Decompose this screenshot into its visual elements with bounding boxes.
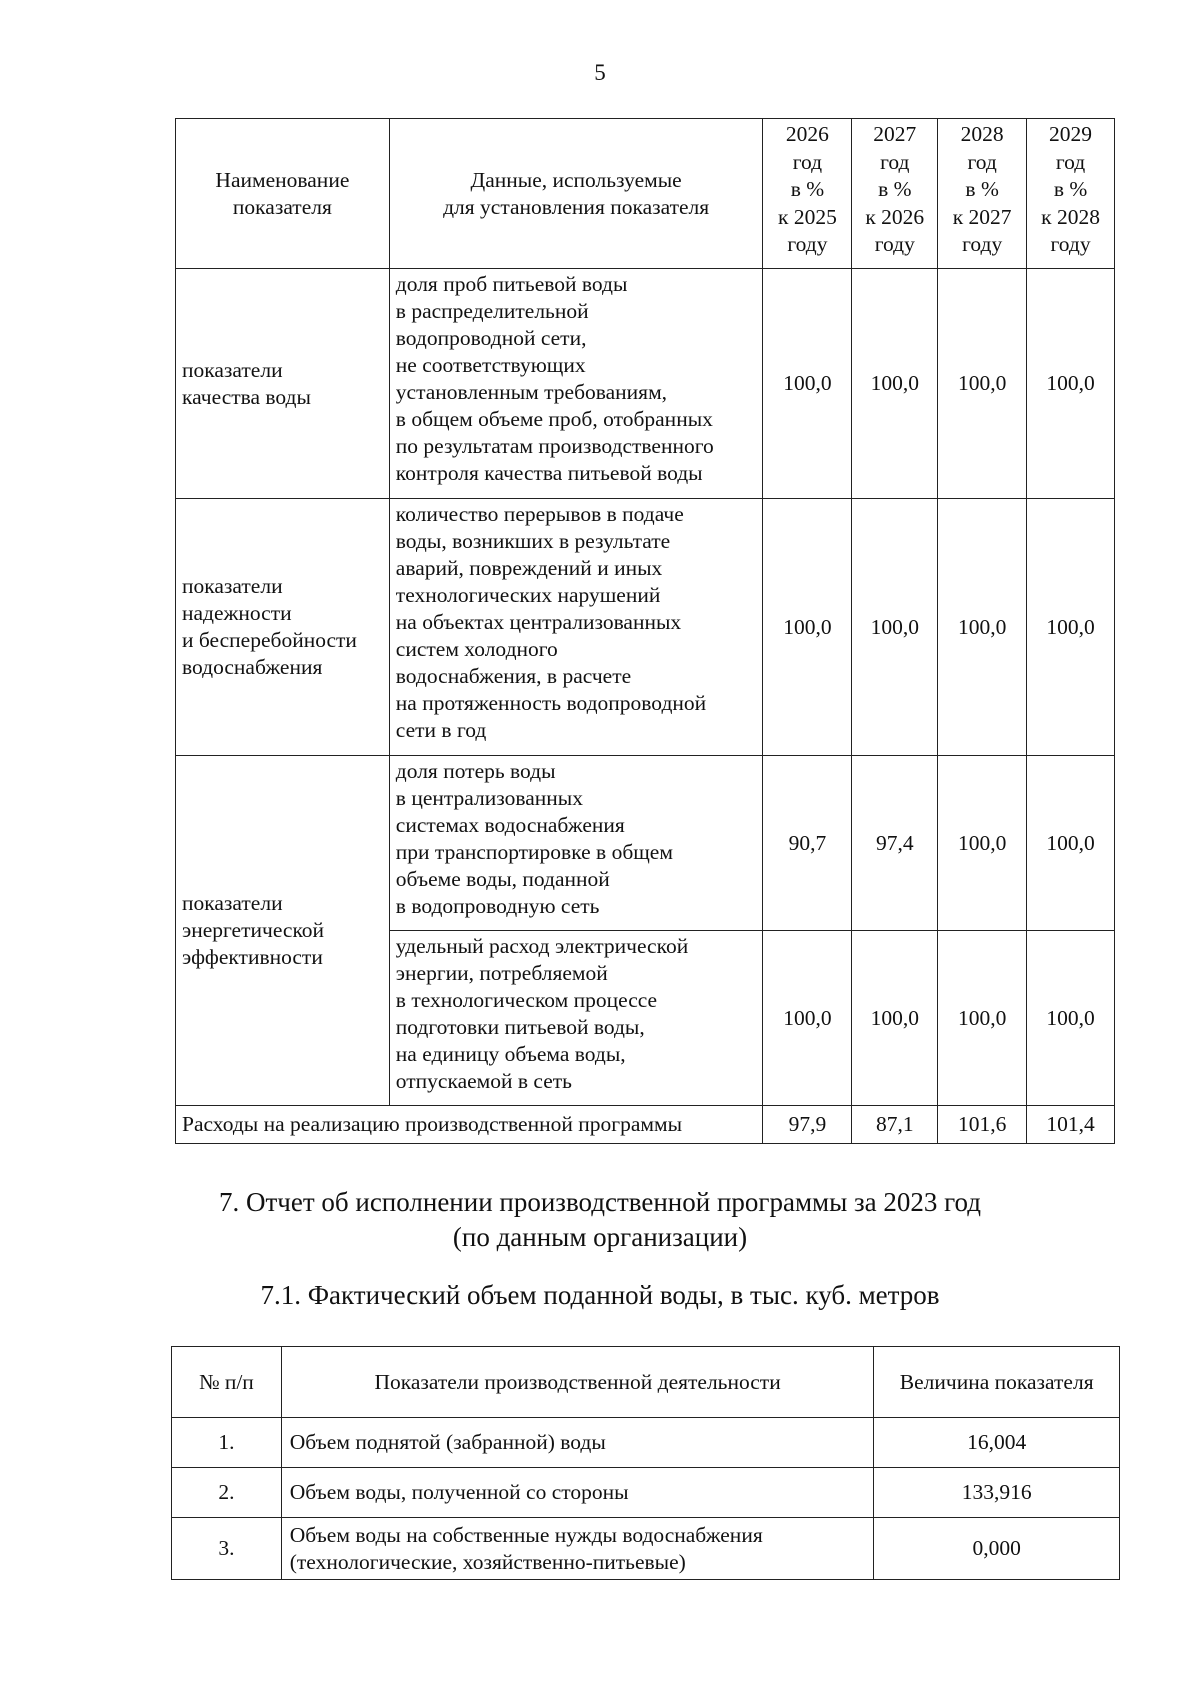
indicator-description: удельный расход электрической энергии, потребляемой в технологическом процессе подготовки питьевой воды, на единицу объема воды, отпускаемой в сеть [389, 931, 763, 1106]
value-cell: 90,7 [763, 756, 852, 931]
table-row [176, 269, 1115, 499]
value-cell: 100,0 [938, 499, 1027, 756]
row-name: Объем поднятой (забранной) воды [281, 1418, 874, 1468]
row-number: 1. [172, 1418, 282, 1468]
indicator-description: доля проб питьевой воды в распределительной водопроводной сети, не соответствующих установленным требованиям, в общем объеме проб, отобранных по результатам производственного контроля качества питьевой воды [389, 269, 763, 499]
section-7-1-heading: 7.1. Фактический объем поданной воды, в тыс. куб. метров [260, 1280, 940, 1310]
row-value: 133,916 [874, 1468, 1120, 1518]
value-cell: 100,0 [1027, 499, 1115, 756]
value-cell: 101,6 [938, 1106, 1027, 1144]
value-cell: 100,0 [1027, 269, 1115, 499]
value-cell: 100,0 [763, 269, 852, 499]
value-cell: 100,0 [852, 499, 938, 756]
page-number: 5 [594, 60, 606, 85]
header-indicator-name: Наименование показателя [176, 119, 390, 269]
value-cell: 87,1 [852, 1106, 938, 1144]
value-cell: 100,0 [852, 931, 938, 1106]
section-7-heading: 7. Отчет об исполнении производственной программы за 2023 год (по данным организации) [218, 1187, 982, 1252]
table-row [176, 499, 1115, 756]
targets-table-header [176, 119, 1115, 269]
value-cell: 101,4 [1027, 1106, 1115, 1144]
table-row [172, 1518, 1120, 1580]
value-cell: 100,0 [938, 931, 1027, 1106]
row-number: 3. [172, 1518, 282, 1580]
value-cell: 97,9 [763, 1106, 852, 1144]
header-value: Величина показателя [874, 1347, 1120, 1418]
header-year-2028: 2028 год в % к 2027 году [938, 119, 1027, 269]
indicator-description: доля потерь воды в централизованных системах водоснабжения при транспортировке в общем объеме воды, поданной в водопроводную сеть [389, 756, 763, 931]
value-cell: 100,0 [1027, 931, 1115, 1106]
value-cell: 100,0 [852, 269, 938, 499]
value-cell: 100,0 [1027, 756, 1115, 931]
value-cell: 100,0 [938, 269, 1027, 499]
value-cell: 100,0 [763, 499, 852, 756]
row-name: Объем воды на собственные нужды водоснабжения (технологические, хозяйственно-питьевые) [281, 1518, 874, 1580]
header-indicator-data: Данные, используемые для установления показателя [389, 119, 763, 269]
targets-table [175, 118, 1115, 1144]
value-cell: 97,4 [852, 756, 938, 931]
value-cell: 100,0 [763, 931, 852, 1106]
value-cell: 100,0 [938, 756, 1027, 931]
header-year-2029: 2029 год в % к 2028 году [1027, 119, 1115, 269]
row-name: Объем воды, полученной со стороны [281, 1468, 874, 1518]
row-value: 0,000 [874, 1518, 1120, 1580]
header-number: № п/п [172, 1347, 282, 1418]
header-activity-name: Показатели производственной деятельности [281, 1347, 874, 1418]
row-value: 16,004 [874, 1418, 1120, 1468]
table-row [176, 756, 1115, 931]
header-year-2027: 2027 год в % к 2026 году [852, 119, 938, 269]
indicator-group-name: показатели энергетической эффективности [176, 756, 390, 1106]
table-row [172, 1418, 1120, 1468]
header-year-2026: 2026 год в % к 2025 году [763, 119, 852, 269]
indicator-description: количество перерывов в подаче воды, возникших в результате аварий, повреждений и иных технологических нарушений на объектах централизованных систем холодного водоснабжения, в расчете на протяженность водопроводной сети в год [389, 499, 763, 756]
water-volume-table [171, 1346, 1120, 1580]
indicator-group-name: показатели качества воды [176, 269, 390, 499]
expenses-label: Расходы на реализацию производственной программы [176, 1106, 763, 1144]
table-row [172, 1468, 1120, 1518]
indicator-group-name: показатели надежности и бесперебойности водоснабжения [176, 499, 390, 756]
water-volume-table-header [172, 1347, 1120, 1418]
row-number: 2. [172, 1468, 282, 1518]
expenses-row [176, 1106, 1115, 1144]
